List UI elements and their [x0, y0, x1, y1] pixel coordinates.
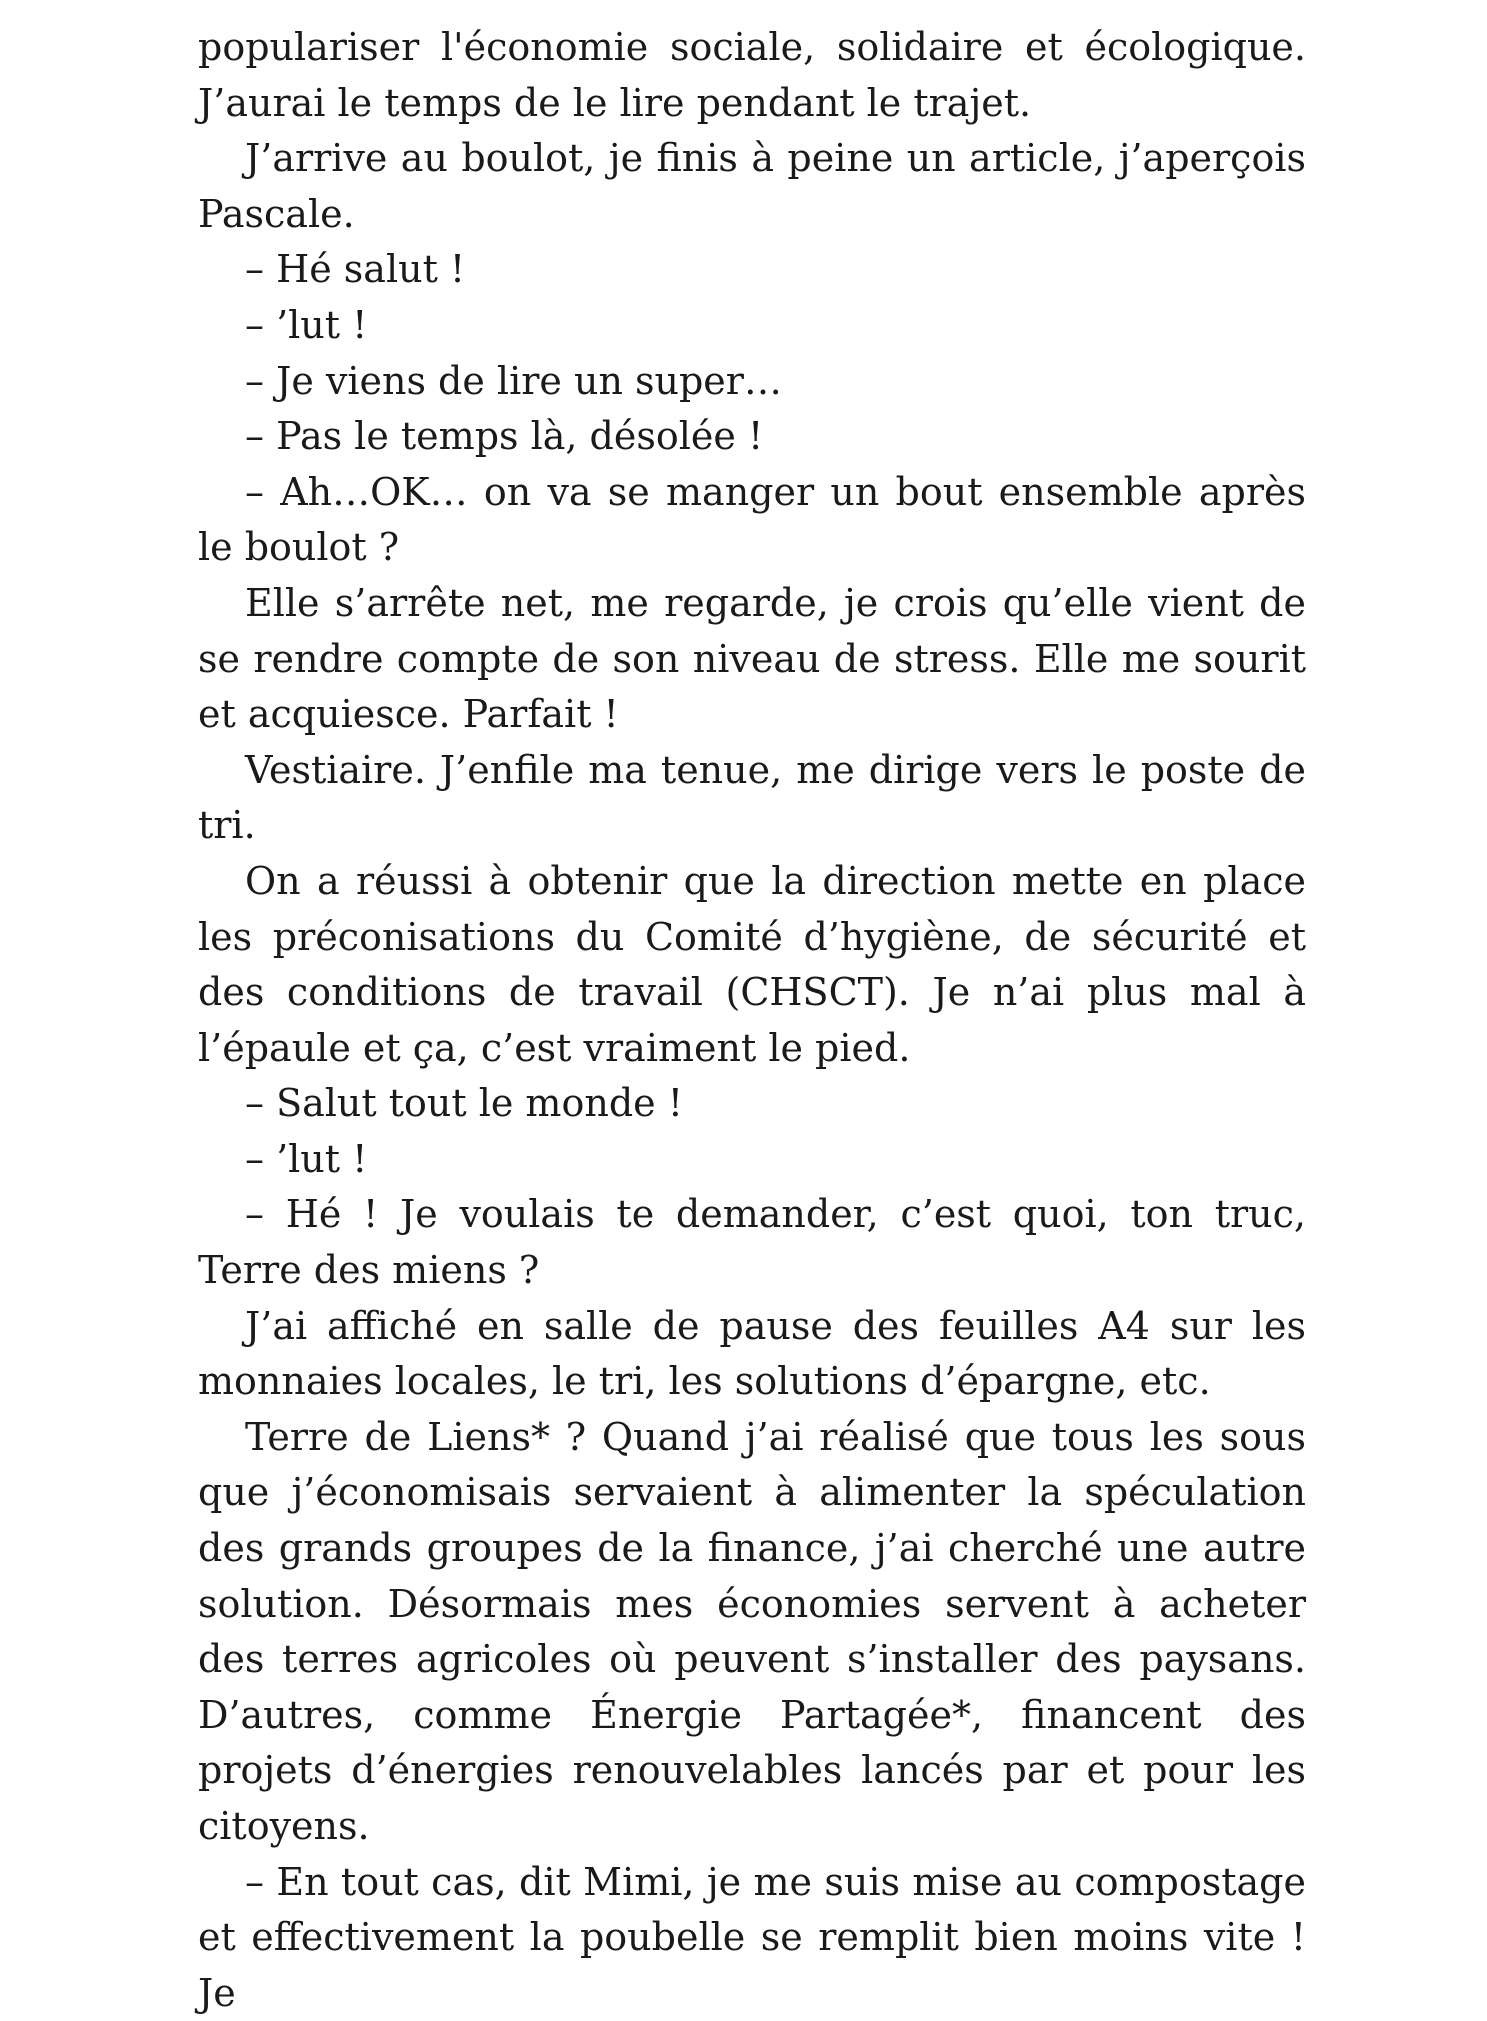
paragraph: Terre de Liens* ? Quand j’ai réalisé que tous les sous que j’économisais servaient à alimenter la spéculation des grands groupes de la finance, j’ai cherché une autre solution. Désormais mes économies servent à acheter des terres agricoles où peuvent s’installer des paysans. D’autres, comme Énergie Partagée*, financent des projets d’énergies renouvelables lancés par et pour les citoyens. [198, 1414, 1306, 1848]
dialogue-line: – Je viens de lire un super… [245, 358, 782, 403]
paragraph: Elle s’arrête net, me regarde, je crois qu’elle vient de se rendre compte de son niveau de stress. Elle me sourit et acquiesce. Parfait ! [198, 580, 1306, 737]
paragraph: populariser l'économie sociale, solidaire et écologique. J’aurai le temps de le lire pendant le trajet. [198, 25, 1306, 125]
paragraph: Vestiaire. J’enfile ma tenue, me dirige vers le poste de tri. [198, 747, 1306, 848]
dialogue-line: – Salut tout le monde ! [245, 1081, 683, 1126]
dialogue-line: – Hé ! Je voulais te demander, c’est quoi, ton truc, Terre des miens ? [198, 1192, 1306, 1293]
dialogue-line: – Hé salut ! [245, 247, 466, 292]
dialogue-line: – Ah…OK… on va se manger un bout ensemble après le boulot ? [198, 469, 1306, 570]
dialogue-line: – ’lut ! [245, 302, 368, 347]
dialogue-line: – ’lut ! [245, 1136, 368, 1181]
page-text-body [198, 20, 1306, 2021]
paragraph: On a réussi à obtenir que la direction mette en place les préconisations du Comité d’hygiène, de sécurité et des conditions de travail (CHSCT). Je n’ai plus mal à l’épaule et ça, c’est vraiment le pied. [198, 858, 1306, 1070]
paragraph: J’ai affiché en salle de pause des feuilles A4 sur les monnaies locales, le tri, les solutions d’épargne, etc. [198, 1303, 1306, 1404]
paragraph: J’arrive au boulot, je finis à peine un article, j’aperçois Pascale. [198, 136, 1306, 236]
dialogue-line: – Pas le temps là, désolée ! [245, 414, 764, 459]
dialogue-line: – En tout cas, dit Mimi, je me suis mise au compostage et effectivement la poubelle se remplit bien moins vite ! Je [198, 1859, 1306, 2015]
